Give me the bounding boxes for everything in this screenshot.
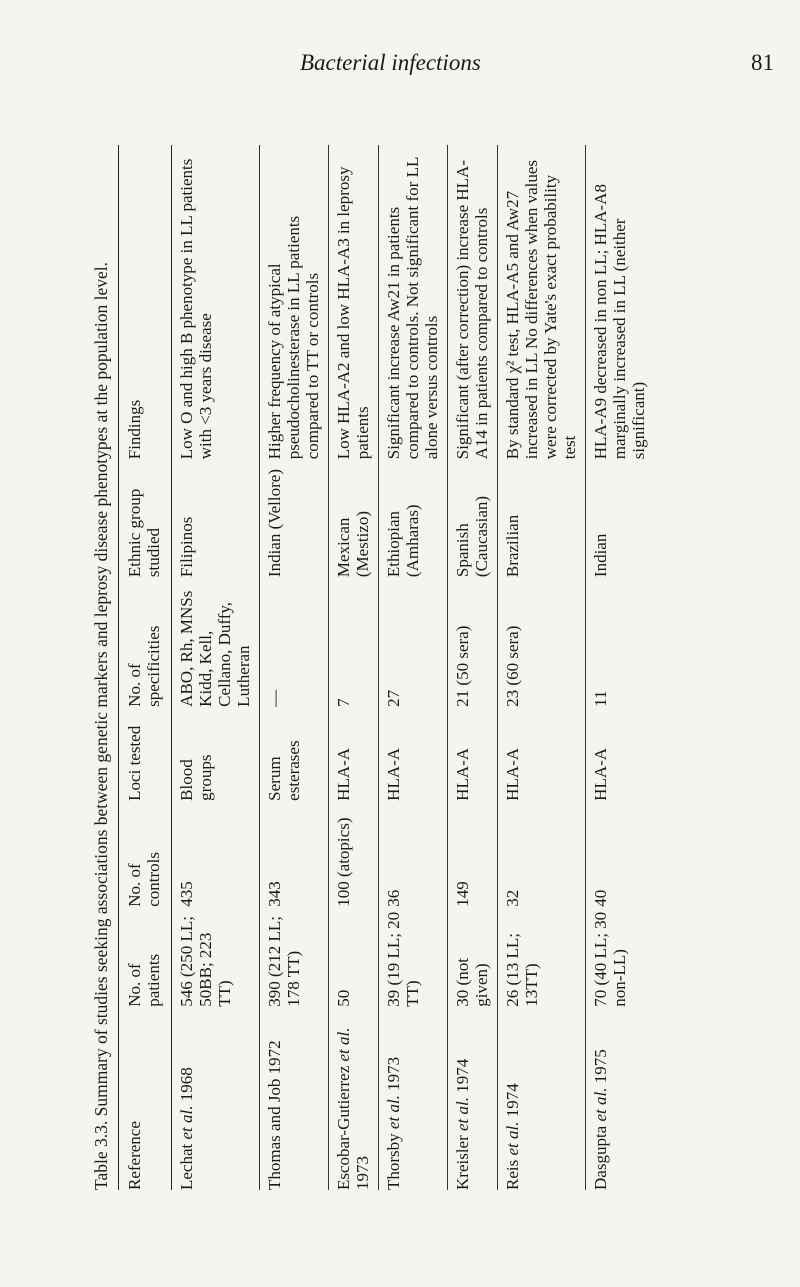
cell-controls: 343	[260, 801, 329, 907]
reference-year: 1974	[453, 1058, 472, 1097]
reference-author: Lechat	[177, 1143, 196, 1190]
table-caption: Table 3.3. Summary of studies seeking associations between genetic markers and leprosy disease phenotypes at the population level.	[91, 262, 111, 1190]
cell-patients: 30 (not given)	[448, 907, 498, 1007]
cell-loci: HLA-A	[591, 747, 610, 801]
cell-specificities: 23 (60 sera)	[498, 577, 586, 707]
reference-etal: et al.	[384, 1095, 403, 1134]
cell-specificities: 27	[379, 577, 448, 707]
cell-ethnic: Mexican (Mestizo)	[329, 459, 379, 577]
reference-author: Escobar-Gutierrez	[334, 1065, 353, 1190]
column-header: Findings	[119, 145, 172, 459]
reference-year: 1974	[503, 1083, 522, 1122]
table-row	[498, 145, 586, 1190]
cell-ethnic: Spanish (Caucasian)	[448, 459, 498, 577]
reference-etal: et al.	[503, 1121, 522, 1160]
cell-controls: 32	[498, 801, 586, 907]
cell-controls: 435	[172, 801, 260, 907]
cell-patients: 26 (13 LL; 13TT)	[498, 907, 586, 1007]
cell-ethnic: Brazilian	[498, 459, 586, 577]
column-header: Ethnic group studied	[119, 459, 172, 577]
reference-etal: et al.	[453, 1096, 472, 1136]
cell-loci: HLA-A	[448, 707, 498, 801]
reference-etal: et al.	[177, 1105, 196, 1144]
table-row	[586, 145, 655, 1190]
reference-author: Reis	[503, 1159, 522, 1190]
studies-table	[118, 145, 654, 1190]
cell-controls: 36	[379, 801, 448, 907]
cell-findings: HLA-A9 decreased in non LL; HLA-A8 marginally increased in LL (neither significant)	[591, 184, 648, 460]
column-header: No. of specificities	[119, 577, 172, 707]
cell-findings: Low O and high B phenotype in LL patients with <3 years disease	[172, 145, 260, 459]
reference-author: Dasgupta	[591, 1125, 610, 1190]
column-header: No. of controls	[119, 801, 172, 907]
rotated-table-block	[92, 130, 712, 1190]
cell-patients: 70 (40 LL; 30 non-LL)	[591, 911, 629, 1007]
cell-specificities: —	[260, 577, 329, 707]
cell-loci: HLA-A	[379, 707, 448, 801]
table-row	[260, 145, 329, 1190]
column-header: Loci tested	[119, 707, 172, 801]
cell-ethnic: Indian (Vellore)	[260, 459, 329, 577]
table-row	[329, 145, 379, 1190]
cell-reference	[329, 1007, 379, 1190]
page-number: 81	[751, 50, 774, 75]
cell-specificities: ABO, Rh, MNSs Kidd, Kell, Cellano, Duffy, Lutheran	[172, 577, 260, 707]
cell-ethnic: Indian	[591, 533, 610, 578]
reference-etal: et al.	[591, 1087, 610, 1126]
cell-reference	[498, 1007, 586, 1190]
reference-author: Kreisler	[453, 1135, 472, 1190]
cell-controls: 149	[448, 801, 498, 907]
cell-patients: 39 (19 LL; 20 TT)	[379, 907, 448, 1007]
cell-ethnic: Filipinos	[172, 459, 260, 577]
cell-findings: Higher frequency of atypical pseudocholinesterase in LL patients compared to TT or controls	[260, 145, 329, 459]
cell-patients: 390 (212 LL; 178 TT)	[260, 907, 329, 1007]
reference-author: Thorsby	[384, 1133, 403, 1190]
table-row	[172, 145, 260, 1190]
cell-controls: 40	[591, 889, 610, 907]
page-header	[0, 50, 800, 82]
cell-reference	[172, 1007, 260, 1190]
cell-reference	[260, 1007, 329, 1190]
reference-etal: et al.	[334, 1027, 353, 1066]
cell-specificities: 21 (50 sera)	[448, 577, 498, 707]
cell-loci: Blood groups	[172, 707, 260, 801]
cell-specificities: 11	[591, 690, 610, 707]
table-header-row	[119, 145, 172, 1190]
cell-patients: 546 (250 LL; 50BB; 223 TT)	[172, 907, 260, 1007]
reference-author: Thomas and Job 1972	[265, 1040, 284, 1190]
column-header: Reference	[119, 1007, 172, 1190]
reference-year: 1973	[353, 1156, 372, 1190]
cell-loci: Serum esterases	[260, 707, 329, 801]
running-title: Bacterial infections	[300, 50, 481, 75]
reference-year: 1973	[384, 1056, 403, 1096]
cell-findings: By standard χ² test, HLA-A5 and Aw27 increased in LL No differences when values were corrected by Yate's exact probability test	[498, 145, 586, 459]
cell-findings: Significant increase Aw21 in patients compared to controls. Not significant for LL alone versus controls	[379, 145, 448, 459]
table-row	[448, 145, 498, 1190]
table-body	[172, 145, 655, 1190]
cell-findings: Low HLA-A2 and low HLA-A3 in leprosy patients	[329, 145, 379, 459]
cell-loci: HLA-A	[329, 707, 379, 801]
reference-year: 1975	[591, 1049, 610, 1088]
cell-ethnic: Ethiopian (Amharas)	[379, 459, 448, 577]
table-row	[379, 145, 448, 1190]
cell-reference	[448, 1007, 498, 1190]
cell-reference	[586, 1007, 655, 1190]
cell-reference	[379, 1007, 448, 1190]
column-header: No. of patients	[119, 907, 172, 1007]
cell-loci: HLA-A	[498, 707, 586, 801]
cell-patients: 50	[329, 907, 379, 1007]
reference-year: 1968	[177, 1067, 196, 1106]
cell-controls: 100 (atopics)	[329, 801, 379, 907]
cell-specificities: 7	[329, 577, 379, 707]
cell-findings: Significant (after correction) increase HLA-A14 in patients compared to controls	[448, 145, 498, 459]
